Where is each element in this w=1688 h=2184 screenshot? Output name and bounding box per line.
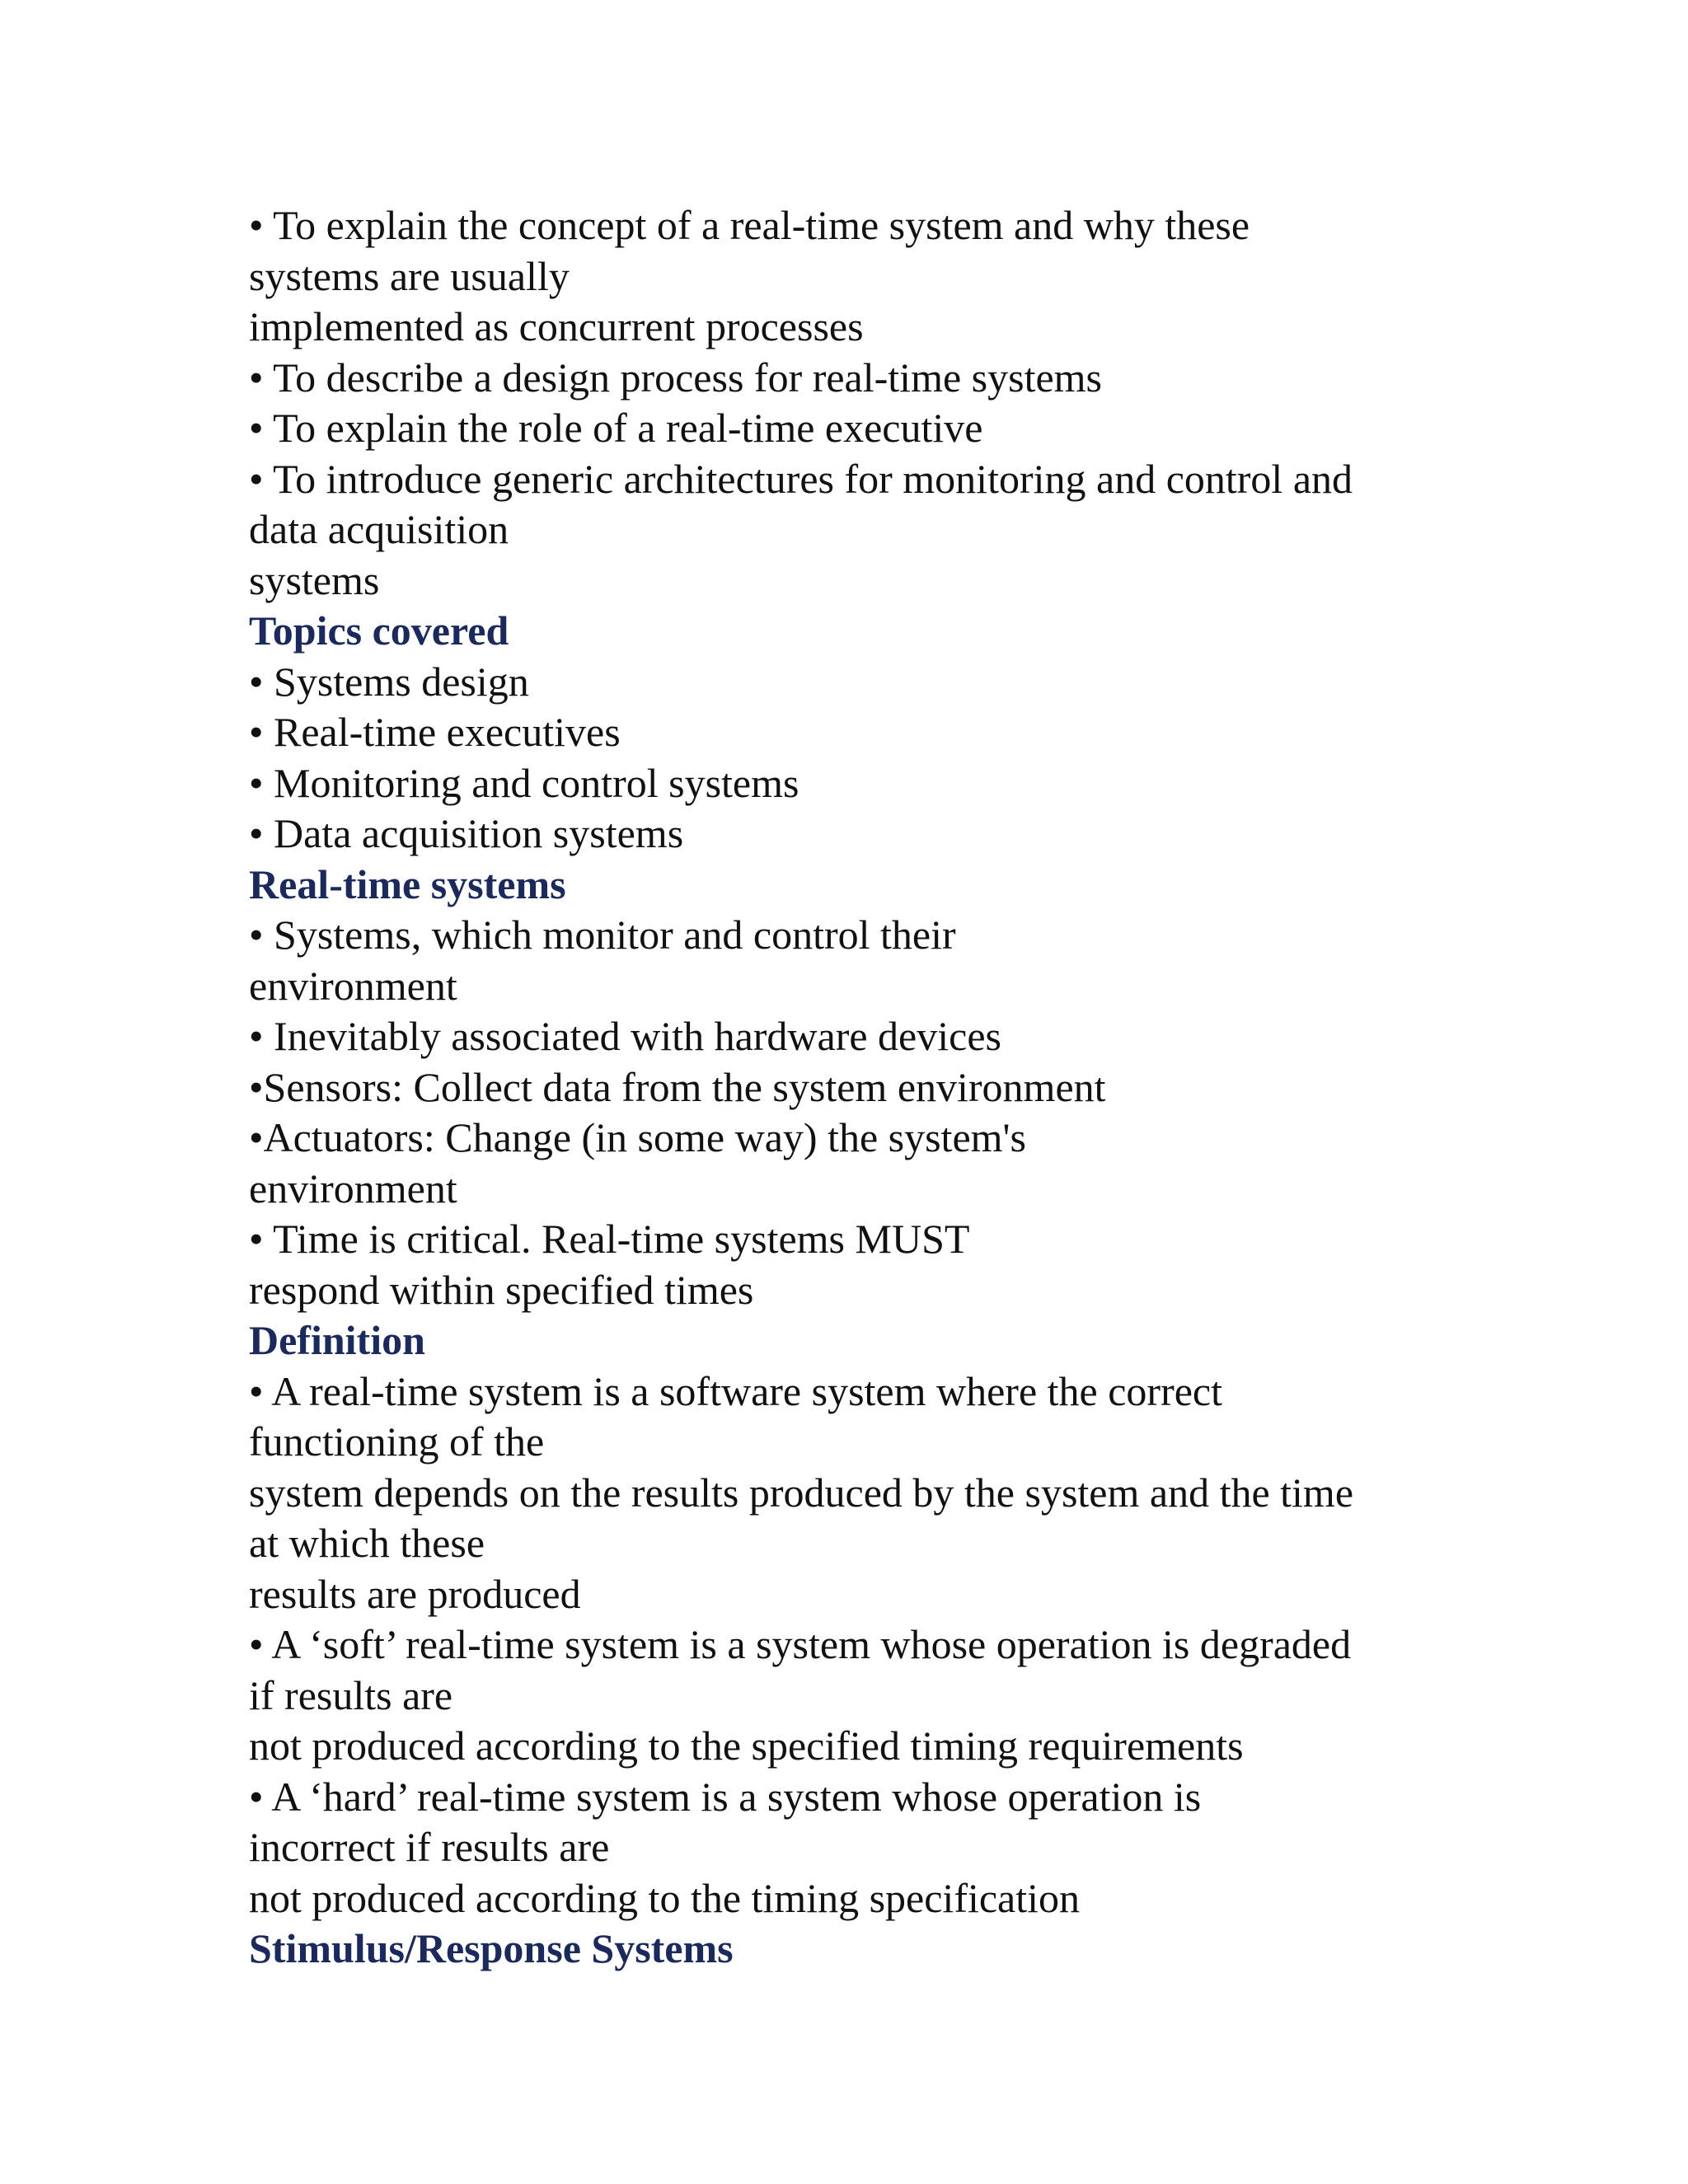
text-line: environment <box>249 1165 457 1212</box>
text-line: •Actuators: Change (in some way) the system's <box>249 1114 1026 1160</box>
text-line: not produced according to the specified timing requirements <box>249 1722 1244 1769</box>
list-item: • Real-time executives <box>249 709 621 755</box>
objectives-list <box>249 200 1469 606</box>
text-line: systems <box>249 556 380 603</box>
text-line: respond within specified times <box>249 1266 754 1313</box>
text-line: • Inevitably associated with hardware devices <box>249 1013 1001 1059</box>
text-line: systems are usually <box>249 252 570 299</box>
text-line: implemented as concurrent processes <box>249 303 864 349</box>
text-line: • Time is critical. Real-time systems MUST <box>249 1216 970 1262</box>
text-line: • A ‘soft’ real-time system is a system whose operation is degraded <box>249 1621 1352 1667</box>
text-line: not produced according to the timing specification <box>249 1874 1081 1921</box>
text-line: functioning of the <box>249 1418 545 1465</box>
section-heading-topics-covered: Topics covered <box>249 607 509 654</box>
text-line: if results are <box>249 1671 453 1718</box>
text-line: • To describe a design process for real-time systems <box>249 354 1103 401</box>
text-line: • A ‘hard’ real-time system is a system whose operation is <box>249 1773 1202 1820</box>
section-heading-definition: Definition <box>249 1317 425 1363</box>
text-line: environment <box>249 962 457 1009</box>
text-line: system depends on the results produced by the system and the time <box>249 1469 1354 1516</box>
text-line: • Systems, which monitor and control their <box>249 912 956 958</box>
list-item: • Data acquisition systems <box>249 810 684 856</box>
section-heading-stimulus-response: Stimulus/Response Systems <box>249 1925 734 1971</box>
text-line: •Sensors: Collect data from the system environment <box>249 1063 1106 1110</box>
text-line: incorrect if results are <box>249 1824 610 1870</box>
text-line: data acquisition <box>249 506 509 552</box>
text-line: • To explain the concept of a real-time system and why these <box>249 202 1250 248</box>
text-line: at which these <box>249 1520 485 1566</box>
definition-list <box>249 1366 1469 1924</box>
text-line: results are produced <box>249 1570 581 1617</box>
topics-list <box>249 657 1469 860</box>
list-item: • Systems design <box>249 658 529 705</box>
real-time-systems-list <box>249 910 1469 1315</box>
section-heading-real-time-systems: Real-time systems <box>249 860 566 907</box>
list-item: • Monitoring and control systems <box>249 759 799 806</box>
text-line: • To explain the role of a real-time executive <box>249 405 983 451</box>
text-line: • A real-time system is a software system where the correct <box>249 1367 1223 1414</box>
text-line: • To introduce generic architectures for monitoring and control and <box>249 455 1353 502</box>
document-page <box>249 200 1469 1975</box>
